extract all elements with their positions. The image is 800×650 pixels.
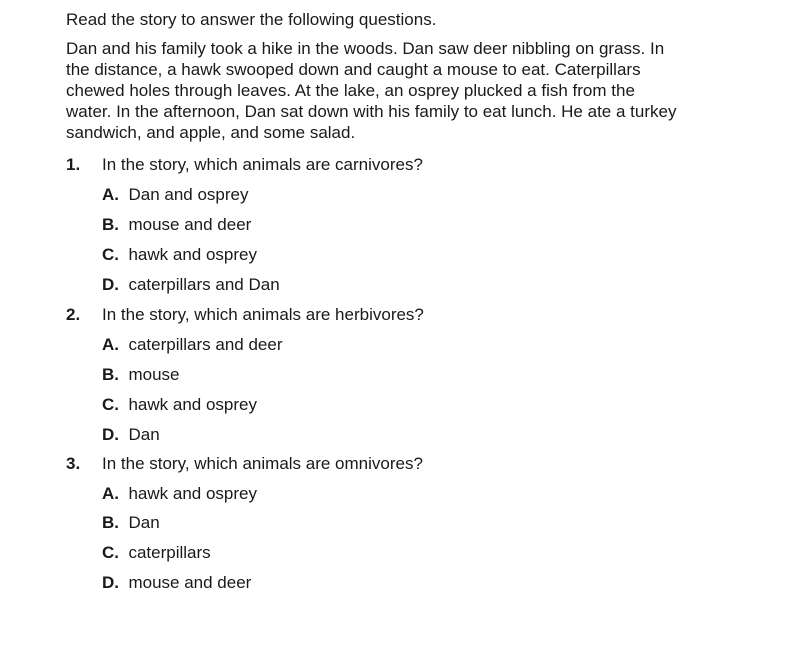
question-2-choice-a[interactable]	[102, 333, 283, 357]
choice-letter: A.	[102, 335, 124, 354]
question-text: In the story, which animals are herbivores?	[102, 305, 424, 324]
question-text: In the story, which animals are carnivores?	[102, 155, 423, 174]
choice-text: mouse and deer	[128, 573, 252, 592]
story-passage	[66, 38, 766, 143]
choice-letter: A.	[102, 484, 124, 503]
question-3-choice-c[interactable]	[102, 541, 211, 565]
question-1-choice-b[interactable]	[102, 213, 251, 237]
question-1	[66, 153, 766, 177]
choice-letter: B.	[102, 365, 124, 384]
choice-text: hawk and osprey	[128, 245, 257, 264]
question-number: 1.	[66, 155, 81, 174]
question-2-choice-c[interactable]	[102, 393, 257, 417]
choice-letter: D.	[102, 425, 124, 444]
passage-line: sandwich, and apple, and some salad.	[66, 123, 356, 142]
question-text: In the story, which animals are omnivores?	[102, 454, 423, 473]
choice-letter: C.	[102, 543, 124, 562]
choice-letter: D.	[102, 573, 124, 592]
choice-text: mouse	[128, 365, 180, 384]
question-1-choice-c[interactable]	[102, 243, 257, 267]
choice-text: Dan and osprey	[128, 185, 249, 204]
choice-text: mouse and deer	[128, 215, 252, 234]
question-2	[66, 303, 766, 327]
choice-letter: C.	[102, 395, 124, 414]
question-2-choice-d[interactable]	[102, 423, 160, 447]
passage-line: water. In the afternoon, Dan sat down with his family to eat lunch. He ate a turkey	[66, 102, 677, 121]
choice-letter: B.	[102, 513, 124, 532]
question-2-choice-b[interactable]	[102, 363, 180, 387]
choice-letter: A.	[102, 185, 124, 204]
question-3-choice-d[interactable]	[102, 571, 251, 595]
instructions: Read the story to answer the following questions.	[66, 10, 437, 29]
question-1-choice-d[interactable]	[102, 273, 280, 297]
question-number: 3.	[66, 454, 81, 473]
choice-text: caterpillars and deer	[128, 335, 283, 354]
choice-text: caterpillars and Dan	[128, 275, 280, 294]
question-number: 2.	[66, 305, 81, 324]
question-3	[66, 452, 766, 476]
choice-letter: D.	[102, 275, 124, 294]
passage-line: the distance, a hawk swooped down and caught a mouse to eat. Caterpillars	[66, 60, 641, 79]
choice-text: caterpillars	[128, 543, 211, 562]
choice-letter: C.	[102, 245, 124, 264]
choice-letter: B.	[102, 215, 124, 234]
choice-text: hawk and osprey	[128, 395, 257, 414]
question-1-choice-a[interactable]	[102, 183, 249, 207]
choice-text: hawk and osprey	[128, 484, 257, 503]
passage-line: Dan and his family took a hike in the woods. Dan saw deer nibbling on grass. In	[66, 39, 665, 58]
choice-text: Dan	[128, 513, 160, 532]
choice-text: Dan	[128, 425, 160, 444]
passage-line: chewed holes through leaves. At the lake, an osprey plucked a fish from the	[66, 81, 635, 100]
question-3-choice-b[interactable]	[102, 511, 160, 535]
question-3-choice-a[interactable]	[102, 482, 257, 506]
